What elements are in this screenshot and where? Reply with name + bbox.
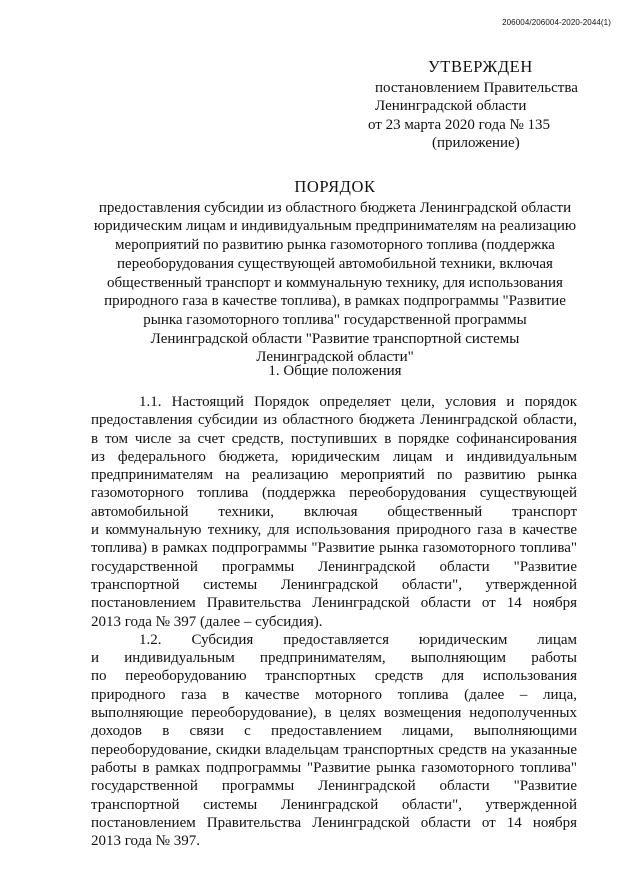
paragraph-line: 1.2. Субсидия предоставляется юридическим лицам bbox=[139, 631, 577, 648]
paragraph-line: переоборудование, скидки владельцам транспортных средств на указанные bbox=[91, 741, 577, 758]
approval-line: Ленинградской области bbox=[375, 98, 527, 114]
document-title: ПОРЯДОК bbox=[294, 177, 376, 196]
paragraph-1-1 bbox=[91, 393, 577, 631]
document-subtitle-line: мероприятий по развитию рынка газомоторного топлива (поддержка bbox=[115, 237, 555, 254]
document-body bbox=[91, 393, 577, 850]
paragraph-line: автомобильной техники, включая общественный транспорт bbox=[91, 503, 577, 520]
paragraph-line: и индивидуальным предпринимателям, выполняющим работы bbox=[91, 650, 577, 667]
paragraph-line: предпринимателям на реализацию мероприятий по развитию рынка bbox=[91, 467, 577, 484]
paragraph-line: предоставления субсидии из областного бюджета Ленинградской области, bbox=[91, 412, 577, 429]
approval-line: от 23 марта 2020 года № 135 bbox=[368, 116, 551, 133]
paragraph-line: из федерального бюджета, юридическим лицам и индивидуальным bbox=[91, 448, 577, 465]
paragraph-line: государственной программы Ленинградской области "Развитие bbox=[91, 778, 577, 795]
document-subtitle-line: рынка газомоторного топлива" государственной программы bbox=[143, 311, 527, 328]
paragraph-line: выполняющие переоборудование), в целях возмещения недополученных bbox=[91, 705, 577, 722]
document-subtitle-line: юридическим лицам и индивидуальным предпринимателям на реализацию bbox=[93, 218, 577, 235]
approval-line: (приложение) bbox=[432, 135, 520, 151]
paragraph-line: топлива) в рамках подпрограммы "Развитие рынка газомоторного топлива" bbox=[91, 540, 577, 557]
document-subtitle-line: Ленинградской области "Развитие транспортной системы bbox=[150, 330, 520, 347]
paragraph-line: транспортной системы Ленинградской области", утвержденной bbox=[91, 576, 577, 593]
document-subtitle-line: общественный транспорт и коммунальную технику, для использования bbox=[107, 274, 563, 291]
paragraph-line: постановлением Правительства Ленинградской области от 14 ноября bbox=[91, 595, 577, 612]
document-title-block bbox=[85, 178, 585, 367]
paragraph-line: транспортной системы Ленинградской области", утвержденной bbox=[91, 796, 577, 813]
paragraph-line: 2013 года № 397 (далее – субсидия). bbox=[91, 613, 323, 630]
paragraph-line: 2013 года № 397. bbox=[91, 833, 200, 850]
section-heading: 1. Общие положения bbox=[268, 363, 402, 379]
paragraph-line: доходов в связи с предоставлением лицами, выполняющими bbox=[91, 723, 577, 740]
paragraph-line: газомоторного топлива (поддержка переоборудования существующей bbox=[91, 485, 577, 502]
document-subtitle-line: переоборудования существующей автомобильной техники, включая bbox=[117, 255, 553, 272]
approval-block bbox=[368, 58, 608, 153]
paragraph-line: в том числе за счет средств, поступивших в порядке софинансирования bbox=[91, 430, 577, 447]
paragraph-line: и коммунальную технику, для использования природного газа в качестве bbox=[91, 522, 577, 539]
document-subtitle-line: предоставления субсидии из областного бюджета Ленинградской области bbox=[98, 199, 572, 216]
document-subtitle-line: Ленинградской области" bbox=[256, 349, 414, 366]
paragraph-line: государственной программы Ленинградской области "Развитие bbox=[91, 558, 577, 575]
document-subtitle-line: природного газа в качестве топлива), в рамках подпрограммы "Развитие bbox=[104, 293, 566, 310]
paragraph-line: 1.1. Настоящий Порядок определяет цели, условия и порядок bbox=[139, 394, 577, 410]
paragraph-line: работы в рамках подпрограммы "Развитие рынка газомоторного топлива" bbox=[91, 759, 577, 776]
paragraph-1-2 bbox=[91, 631, 577, 851]
approval-title: УТВЕРЖДЕН bbox=[428, 57, 533, 76]
paragraph-line: природного газа в качестве моторного топлива (далее – лица, bbox=[91, 686, 577, 703]
approval-line: постановлением Правительства bbox=[375, 79, 578, 96]
paragraph-line: по переоборудованию транспортных средств для использования bbox=[91, 668, 577, 685]
paragraph-line: постановлением Правительства Ленинградской области от 14 ноября bbox=[91, 814, 577, 831]
document-code: 206004/206004-2020-2044(1) bbox=[502, 18, 611, 27]
